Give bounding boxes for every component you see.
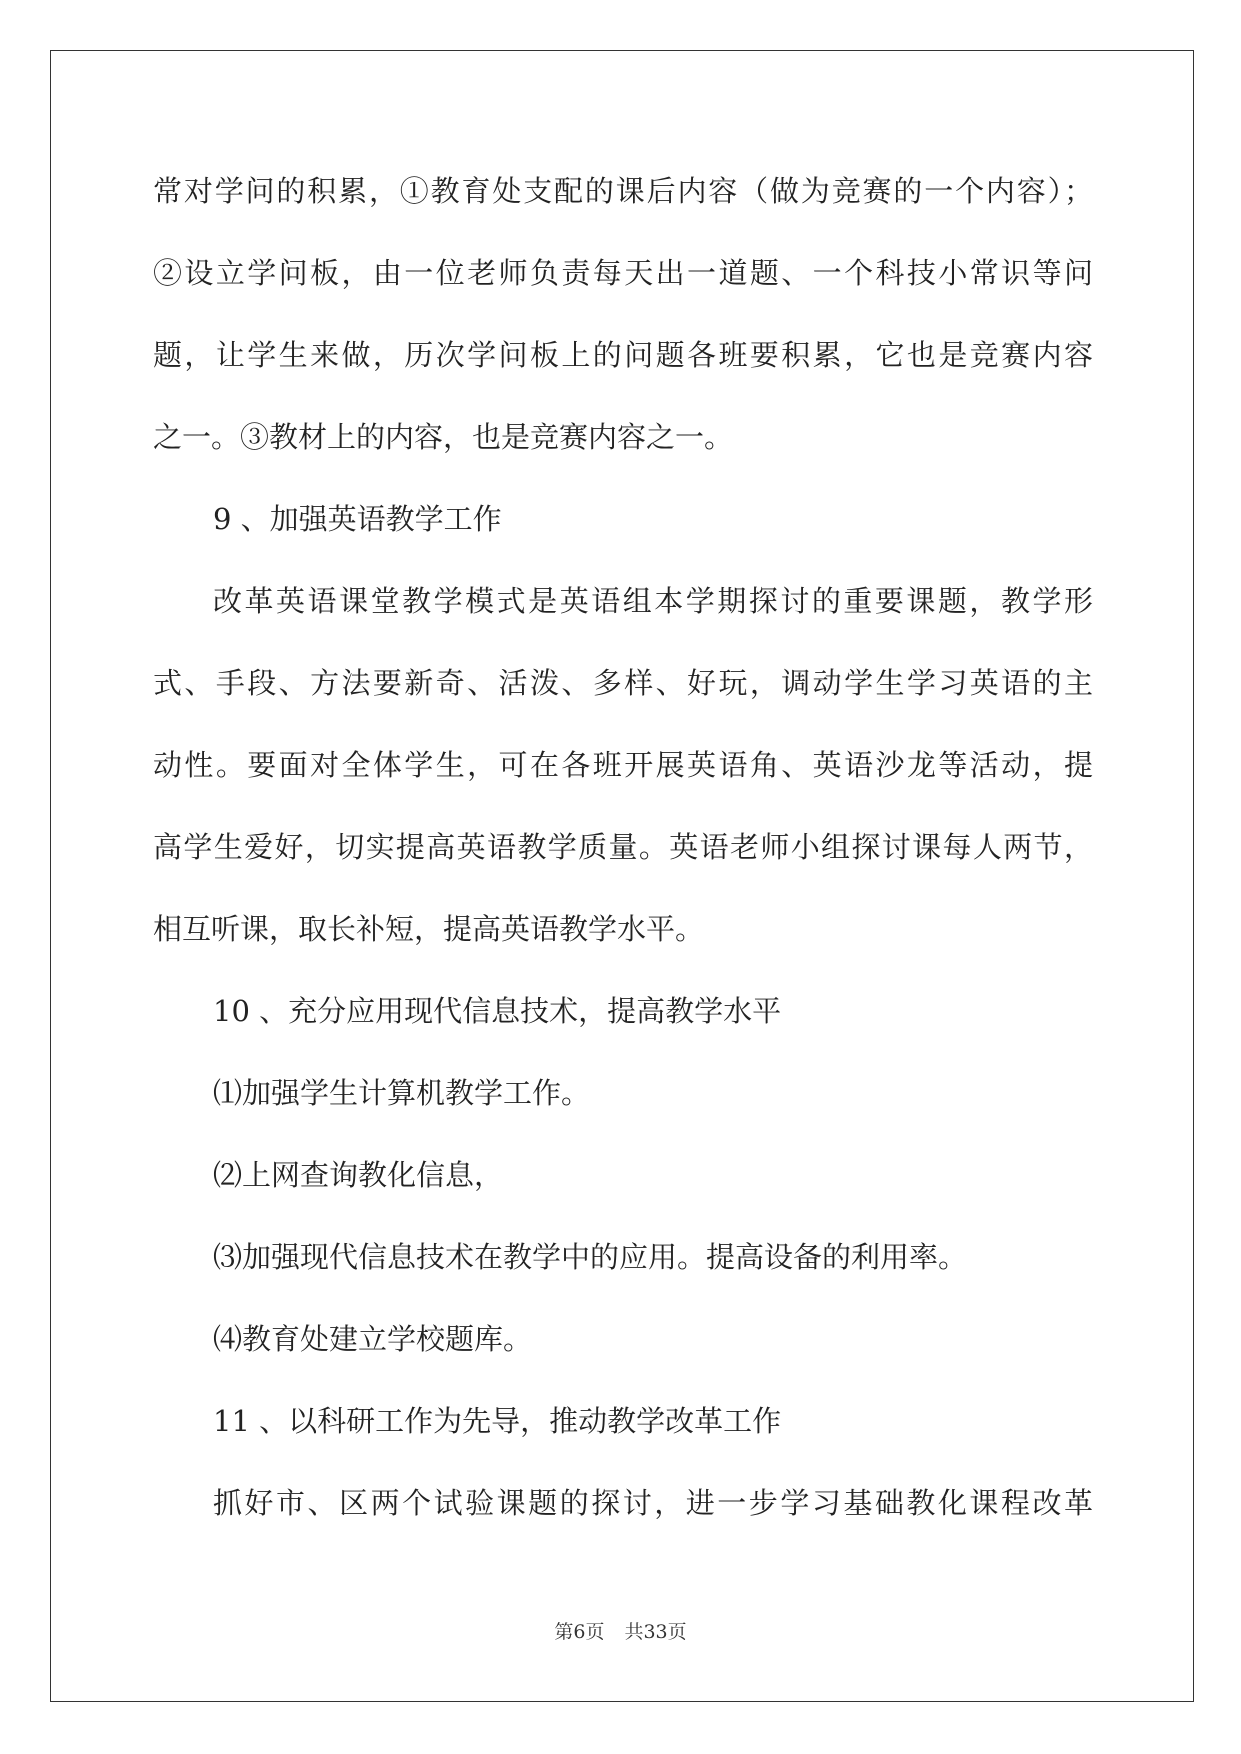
paragraph-line: 高学生爱好，切实提高英语教学质量。英语老师小组探讨课每人两节， bbox=[153, 830, 1093, 864]
page-total: 共33页 bbox=[624, 1621, 687, 1643]
paragraph-line: 式、手段、方法要新奇、活泼、多样、好玩，调动学生学习英语的主 bbox=[153, 666, 1093, 700]
list-item: ⑶加强现代信息技术在教学中的应用。提高设备的利用率。 bbox=[213, 1240, 968, 1274]
list-item: ⑵上网查询教化信息， bbox=[213, 1158, 504, 1192]
paragraph-line: 抓好市、区两个试验课题的探讨，进一步学习基础教化课程改革 bbox=[213, 1486, 1093, 1520]
paragraph-line: 常对学问的积累，①教育处支配的课后内容（做为竞赛的一个内容）； bbox=[153, 174, 1093, 208]
paragraph-line: 相互听课，取长补短，提高英语教学水平。 bbox=[153, 912, 705, 946]
paragraph-line: ②设立学问板，由一位老师负责每天出一道题、一个科技小常识等问 bbox=[153, 256, 1093, 290]
list-item: ⑷教育处建立学校题库。 bbox=[213, 1322, 533, 1356]
section-heading: 9 、加强英语教学工作 bbox=[213, 502, 502, 536]
list-item: ⑴加强学生计算机教学工作。 bbox=[213, 1076, 591, 1110]
section-heading: 11 、以科研工作为先导，推动教学改革工作 bbox=[213, 1404, 782, 1438]
page-footer bbox=[0, 1617, 1241, 1644]
section-heading: 10 、充分应用现代信息技术，提高教学水平 bbox=[213, 994, 782, 1028]
paragraph-line: 之一。③教材上的内容，也是竞赛内容之一。 bbox=[153, 420, 734, 454]
document-body bbox=[153, 150, 1093, 1544]
paragraph-line: 动性。要面对全体学生，可在各班开展英语角、英语沙龙等活动，提 bbox=[153, 748, 1093, 782]
paragraph-line: 题，让学生来做，历次学问板上的问题各班要积累，它也是竞赛内容 bbox=[153, 338, 1093, 372]
page-number: 第6页 bbox=[554, 1621, 605, 1643]
paragraph-line: 改革英语课堂教学模式是英语组本学期探讨的重要课题，教学形 bbox=[213, 584, 1093, 618]
